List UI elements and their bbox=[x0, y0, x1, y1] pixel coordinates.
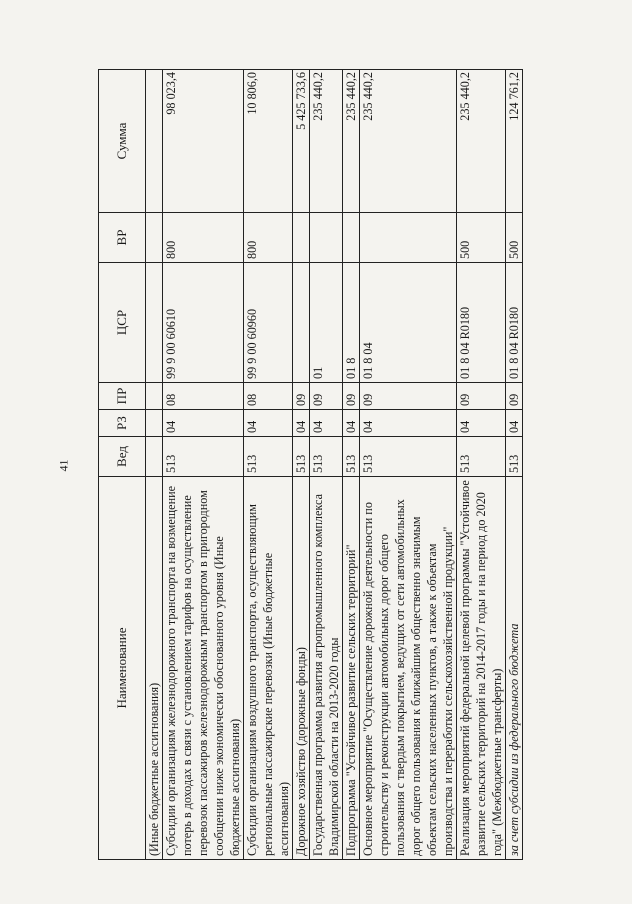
cell-vr: 500 bbox=[457, 213, 506, 263]
table-row bbox=[310, 70, 343, 860]
cell-ved: 513 bbox=[343, 437, 360, 477]
cell-sum: 235 440,2 bbox=[310, 70, 343, 213]
cell-vr bbox=[146, 213, 163, 263]
cell-rz: 04 bbox=[163, 410, 244, 437]
cell-rz: 04 bbox=[457, 410, 506, 437]
cell-pr bbox=[146, 383, 163, 410]
cell-pr: 08 bbox=[244, 383, 293, 410]
cell-csr: 01 8 04 R0180 bbox=[457, 263, 506, 383]
header-vr: ВР bbox=[99, 213, 146, 263]
cell-pr: 09 bbox=[506, 383, 523, 410]
cell-rz: 04 bbox=[293, 410, 310, 437]
table-body bbox=[146, 70, 523, 860]
cell-ved: 513 bbox=[310, 437, 343, 477]
cell-rz: 04 bbox=[360, 410, 457, 437]
cell-name: (Иные бюджетные ассигнования) bbox=[146, 477, 163, 860]
cell-csr: 01 bbox=[310, 263, 343, 383]
cell-ved: 513 bbox=[163, 437, 244, 477]
cell-pr: 09 bbox=[310, 383, 343, 410]
header-pr: ПР bbox=[99, 383, 146, 410]
cell-name: за счет субсидии из федерального бюджета bbox=[506, 477, 523, 860]
cell-name: Субсидии организациям железнодорожного транспорта на возмещение потерь в доходах в связи с установлением тарифов на осуществление перевозок пассажиров железнодорожным транспортом в пригородном сообщении ниже экономически обоснованного уровня (Иные бюджетные ассигнования) bbox=[163, 477, 244, 860]
cell-name: Реализация мероприятий федеральной целевой программы "Устойчивое развитие сельских территорий на 2014-2017 годы и на период до 2020 года" (Межбюджетные трансферты) bbox=[457, 477, 506, 860]
table-row bbox=[506, 70, 523, 860]
table-row bbox=[457, 70, 506, 860]
cell-vr: 800 bbox=[163, 213, 244, 263]
header-ved: Вед bbox=[99, 437, 146, 477]
table-header-row bbox=[99, 70, 146, 860]
table-row bbox=[293, 70, 310, 860]
budget-table-container bbox=[98, 70, 608, 860]
cell-vr bbox=[360, 213, 457, 263]
page-number: 41 bbox=[56, 459, 71, 472]
cell-vr: 800 bbox=[244, 213, 293, 263]
budget-table bbox=[98, 69, 523, 860]
cell-sum: 10 806,0 bbox=[244, 70, 293, 213]
header-rz: РЗ bbox=[99, 410, 146, 437]
table-row bbox=[360, 70, 457, 860]
cell-csr: 01 8 bbox=[343, 263, 360, 383]
cell-ved bbox=[146, 437, 163, 477]
table-row bbox=[146, 70, 163, 860]
cell-pr: 09 bbox=[343, 383, 360, 410]
cell-csr bbox=[293, 263, 310, 383]
cell-csr: 99 9 00 60610 bbox=[163, 263, 244, 383]
cell-sum: 5 425 733,6 bbox=[293, 70, 310, 213]
cell-vr bbox=[310, 213, 343, 263]
cell-ved: 513 bbox=[506, 437, 523, 477]
cell-rz: 04 bbox=[310, 410, 343, 437]
header-sum: Сумма bbox=[99, 70, 146, 213]
cell-pr: 09 bbox=[293, 383, 310, 410]
cell-name: Государственная программа развития агропромышленного комплекса Владимирской области на 2013-2020 годы bbox=[310, 477, 343, 860]
cell-rz: 04 bbox=[343, 410, 360, 437]
cell-name: Подпрограмма "Устойчивое развитие сельских территорий" bbox=[343, 477, 360, 860]
cell-sum: 235 440,2 bbox=[343, 70, 360, 213]
cell-csr bbox=[146, 263, 163, 383]
cell-sum: 124 761,2 bbox=[506, 70, 523, 213]
cell-ved: 513 bbox=[293, 437, 310, 477]
cell-name: Основное мероприятие "Осуществление дорожной деятельности по строительству и реконструкции автомобильных дорог общего пользования с твердым покрытием, ведущих от сети автомобильных дорог общего пользования к ближайшим общественно значимым объектам сельских населенных пунктов, а также к объектам производства и переработки сельскохозяйственной продукции" bbox=[360, 477, 457, 860]
cell-ved: 513 bbox=[360, 437, 457, 477]
table-row bbox=[163, 70, 244, 860]
cell-rz: 04 bbox=[244, 410, 293, 437]
cell-vr: 500 bbox=[506, 213, 523, 263]
cell-rz bbox=[146, 410, 163, 437]
cell-ved: 513 bbox=[244, 437, 293, 477]
cell-pr: 09 bbox=[457, 383, 506, 410]
cell-name: Субсидии организациям воздушного транспорта, осуществляющим региональные пассажирские перевозки (Иные бюджетные ассигнования) bbox=[244, 477, 293, 860]
cell-ved: 513 bbox=[457, 437, 506, 477]
cell-csr: 99 9 00 60960 bbox=[244, 263, 293, 383]
table-row bbox=[244, 70, 293, 860]
cell-name: Дорожное хозяйство (дорожные фонды) bbox=[293, 477, 310, 860]
cell-vr bbox=[343, 213, 360, 263]
cell-vr bbox=[293, 213, 310, 263]
cell-pr: 08 bbox=[163, 383, 244, 410]
cell-sum: 235 440,2 bbox=[457, 70, 506, 213]
cell-csr: 01 8 04 R0180 bbox=[506, 263, 523, 383]
cell-sum: 235 440,2 bbox=[360, 70, 457, 213]
cell-pr: 09 bbox=[360, 383, 457, 410]
header-name: Наименование bbox=[99, 477, 146, 860]
cell-csr: 01 8 04 bbox=[360, 263, 457, 383]
cell-rz: 04 bbox=[506, 410, 523, 437]
cell-sum bbox=[146, 70, 163, 213]
header-csr: ЦСР bbox=[99, 263, 146, 383]
cell-sum: 98 023,4 bbox=[163, 70, 244, 213]
table-row bbox=[343, 70, 360, 860]
